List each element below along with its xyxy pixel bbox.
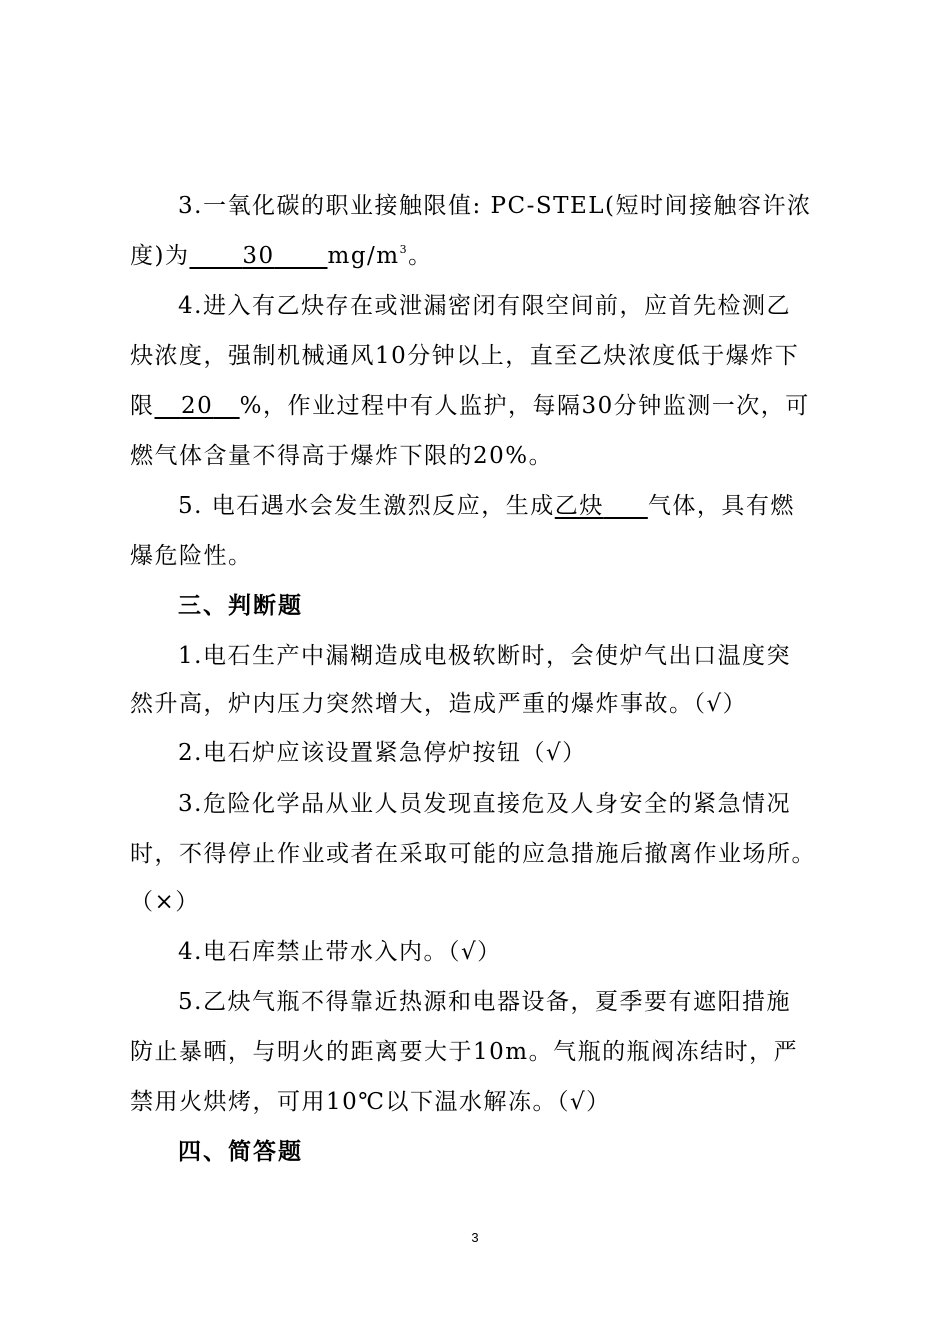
fill-q5-answer: 乙炔 <box>554 493 604 519</box>
fill-q4-line2: 炔浓度，强制机械通风10分钟以上，直至乙炔浓度低于爆炸下 <box>130 343 800 369</box>
judge-q2-line1: 2.电石炉应该设置紧急停炉按钮（√） <box>178 740 587 766</box>
fill-q3-unit: mg/m <box>327 243 400 269</box>
section3-heading: 三、判断题 <box>178 593 303 619</box>
fill-q5-line2: 爆危险性。 <box>130 543 253 569</box>
fill-q4-line4: 燃气体含量不得高于爆炸下限的20%。 <box>130 443 554 469</box>
judge-q1-line2: 然升高，炉内压力突然增大，造成严重的爆炸事故。（√） <box>130 691 748 717</box>
fill-q3-line1: 3.一氧化碳的职业接触限值: PC-STEL(短时间接触容许浓 <box>178 193 812 219</box>
judge-q5-line1: 5.乙炔气瓶不得靠近热源和电器设备，夏季要有遮阳措施 <box>178 989 791 1015</box>
fill-q5-line1: 5. 电石遇水会发生激烈反应，生成乙炔 气体，具有燃 <box>178 493 795 519</box>
judge-q1-line1: 1.电石生产中漏糊造成电极软断时，会使炉气出口温度突 <box>178 643 791 669</box>
fill-q3-unit-sup: 3 <box>399 243 409 256</box>
judge-q3-line2: 时，不得停止作业或者在采取可能的应急措施后撤离作业场所。 <box>130 841 816 867</box>
judge-q5-line3: 禁用火烘烤，可用10℃以下温水解冻。（√） <box>130 1089 611 1115</box>
judge-q3-line3: （×） <box>130 889 200 915</box>
fill-q3-answer: 30 <box>242 243 275 269</box>
section4-heading: 四、简答题 <box>178 1139 303 1165</box>
fill-q4-line3: 限 20 %，作业过程中有人监护，每隔30分钟监测一次，可 <box>130 393 810 419</box>
fill-q3-prefix: 度)为 <box>130 243 190 269</box>
fill-q4-line1: 4.进入有乙炔存在或泄漏密闭有限空间前，应首先检测乙 <box>178 293 791 319</box>
judge-q4-line1: 4.电石库禁止带水入内。（√） <box>178 939 502 965</box>
judge-q5-line2: 防止暴晒，与明火的距离要大于10m。气瓶的瓶阀冻结时，严 <box>130 1039 799 1065</box>
page-number: 3 <box>471 1230 479 1245</box>
fill-q4-answer: 20 <box>180 393 214 419</box>
fill-q3-line2: 度)为 30 $mg/m^3$。 <box>130 243 433 269</box>
judge-q3-line1: 3.危险化学品从业人员发现直接危及人身安全的紧急情况 <box>178 791 791 817</box>
